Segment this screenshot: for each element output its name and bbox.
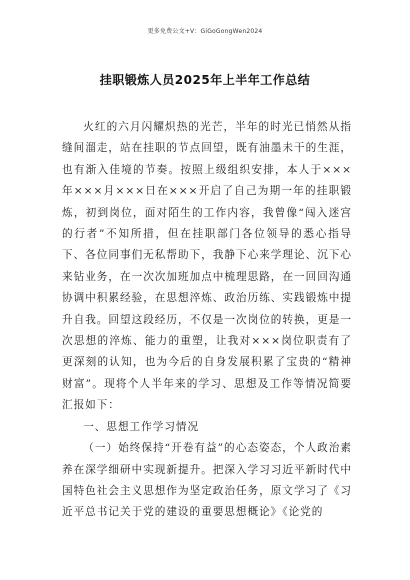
document-body (62, 117, 352, 524)
document-title: 挂职锻炼人员2025年上半年工作总结 (99, 73, 311, 87)
subsection-paragraph: （一）始终保持“开卷有益”的心态姿态，个人政治素养在深学细研中实现新提升。把深入学习习近平新时代中国特色社会主义思想作为坚定政治任务，原文学习了《习近平总书记关于党的建设的重要思想概论》《论党的 (62, 442, 352, 519)
section-heading: 一、思想工作学习情况 (83, 420, 200, 433)
watermark-text: 更多免费公文+V：GiGoGongWen2024 (147, 28, 263, 35)
intro-paragraph: 火红的六月闪耀炽热的光芒，半年的时光已悄然从指缝间溜走，站在挂职的节点回望，既有油墨未干的生涯，也有渐入佳境的节奏。按照上级组织安排，本人于×××年×××月×××日在×××开启了自己为期一年的挂职锻炼，初到岗位，面对陌生的工作内容，我曾像“闯入迷宫的行者”不知所措，但在挂职部门各位领导的悉心指导下、各位同事们无私帮助下，我静下心来学理论、沉下心来钻业务，在一次次加班加点中梳理思路，在一回回沟通协调中积累经验，在思想淬炼、政治历练、实践锻炼中提升自我。回望这段经历，不仅是一次岗位的转换，更是一次思想的淬炼、能力的重塑，让我对×××岗位职责有了更深刻的认知，也为今后的自身发展积累了宝贵的“精神财富”。现将个人半年来的学习、思想及工作等情况简要汇报如下： (62, 121, 352, 412)
